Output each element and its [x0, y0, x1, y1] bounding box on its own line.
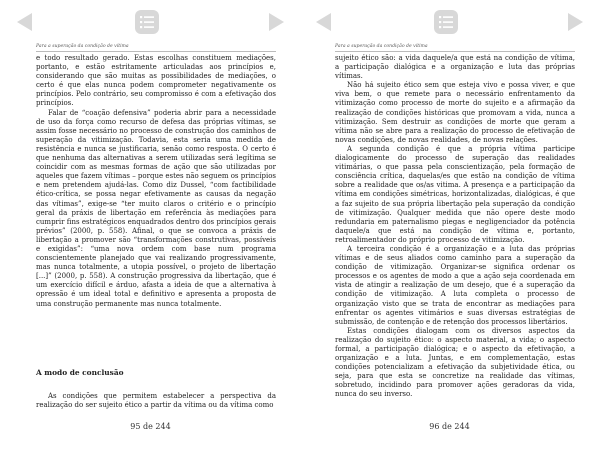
navigation-bar [302, 8, 597, 38]
page-number: 96 de 244 [429, 422, 470, 431]
previous-page-button[interactable] [15, 12, 35, 32]
table-of-contents-button[interactable] [135, 10, 159, 34]
paragraph: Estas condições dialogam com os diversos aspectos da realização do sujeito ético: o aspecto material, a vida; o aspecto formal, a participação dialógica; e o aspecto da efetivação, a organização e a luta. Juntas, e em complementação, estas condições potencializam a efetivação da subjetividade ética, ou seja, para que esta se concretize na realidade das vítimas, sobretudo, incidindo para promover ações geradoras da vida, nunca do seu inverso. [335, 326, 575, 399]
paragraph: Falar de “coação defensiva” poderia abrir para a necessidade de uso da força como recurso de defesa das próprias vítimas, se assim fosse necessário no processo de construção dos caminhos de superação da vitimização. Todavia, esta seria uma medida de resistência e nunca se justificaria, senão como resposta. O certo é que nenhuma das alternativas a serem utilizadas será legítima se coincidir com as mesmas formas de ação que são utilizadas por aqueles que fazem vítimas – porque estes não seguem os princípios e nem pretendem ajudá-las. Como diz Dussel, “com factibilidade ético-crítica, se possa negar efetivamente as causas da negação das vítimas”, exige-se “ter muito claros o critério e o princípio geral da práxis de libertação em referência às mediações para cumprir fins estratégicos enquadrados dentro dos princípios gerais prévios” (2000, p. 558). Afinal, o que se convoca a práxis de libertação a promover são “transformações construtivas, possíveis e exigidas”: “uma nova ordem com base num programa conscientemente planejado que vai realizando progressivamente, mas nunca totalmente, a utopia possível, o projeto de libertação [...]” (2000, p. 558). A construção progressiva da libertação, que é um exercício difícil e árduo, afasta a ideia de que a alternativa à opressão é um ideal total e definitivo e apresenta a proposta de uma construção permanente mas nunca totalmente. [36, 108, 276, 308]
next-page-button[interactable] [266, 12, 286, 32]
paragraph: sujeito ético são: a vida daquele/a que está na condição de vítima, a participação dialógica e a organização e luta das próprias vítimas. [335, 54, 575, 81]
body-text [36, 54, 276, 309]
running-head: Para a superação da condição de vítima [36, 44, 276, 52]
chevron-right-icon [266, 12, 286, 32]
chevron-left-icon [314, 12, 334, 32]
list-menu-icon [135, 10, 159, 34]
chevron-right-icon [565, 12, 585, 32]
table-of-contents-button[interactable] [434, 10, 458, 34]
page-number: 95 de 244 [130, 422, 171, 431]
list-menu-icon [434, 10, 458, 34]
next-page-button[interactable] [565, 12, 585, 32]
right-page [302, 0, 597, 450]
previous-page-button[interactable] [314, 12, 334, 32]
paragraph: A terceira condição é a organização e a luta das próprias vítimas e de seus aliados como caminho para a superação da condição de vitimização. Organizar-se significa ordenar os processos e os agentes de modo a que a ação seja coordenada em vista de atingir a realização de um desejo, que é a superação da condição de vitimização. A luta completa o processo de organização visto que se trata de encontrar as mediações para enfrentar os agentes vitimários e suas diversas estratégias de submissão, de contenção e de retenção dos processos libertários. [335, 244, 575, 326]
body-text [36, 392, 276, 410]
navigation-bar [3, 8, 298, 38]
left-page [3, 0, 298, 450]
chevron-left-icon [15, 12, 35, 32]
paragraph: e todo resultado gerado. Estas escolhas constituem mediações, portanto, e estão estritamente articuladas aos princípios e, considerando que são muitas as possibilidades de mediações, o certo é que elas nunca podem comprometer negativamente os princípios. Pelo contrário, seu compromisso é com a efetivação dos princípios. [36, 54, 276, 108]
paragraph: As condições que permitem estabelecer a perspectiva da realização do ser sujeito ético a partir da vítima ou da vítima como [36, 392, 276, 410]
section-title: A modo de conclusão [36, 368, 124, 377]
paragraph: Não há sujeito ético sem que esteja vivo e possa viver, e que viva bem, o que remete para o necessário enfrentamento da vitimização como processo de morte do sujeito e a afirmação da realização de condições históricas que promovam a vida, nunca a vitimização. Sem destruir as condições de morte que geram a vítima não se abre para a realização do processo de efetivação de novas condições, de novas realidades, de novas relações. [335, 81, 575, 144]
running-head: Para a superação da condição de vítima [335, 44, 575, 52]
body-text [335, 54, 575, 400]
paragraph: A segunda condição é que a própria vítima participe dialogicamente do processo de superação das realidades vitimárias, o que passa pela conscientização, pela formação de consciência crítica, daquelas/es que estão na condição de vítima sobre a realidade que os/as vitima. A presença e a participação da vítima em condições simétricas, horizontalizadas, dialógicas, é que a faz sujeito de sua própria libertação pela superação da condição de vitimização. Qualquer medida que não opere deste modo redundaria em paternalismo piegas e negligenciador da potência daquele/a que está na condição de vítima e, portanto, retroalimentador do próprio processo de vitimização. [335, 144, 575, 244]
